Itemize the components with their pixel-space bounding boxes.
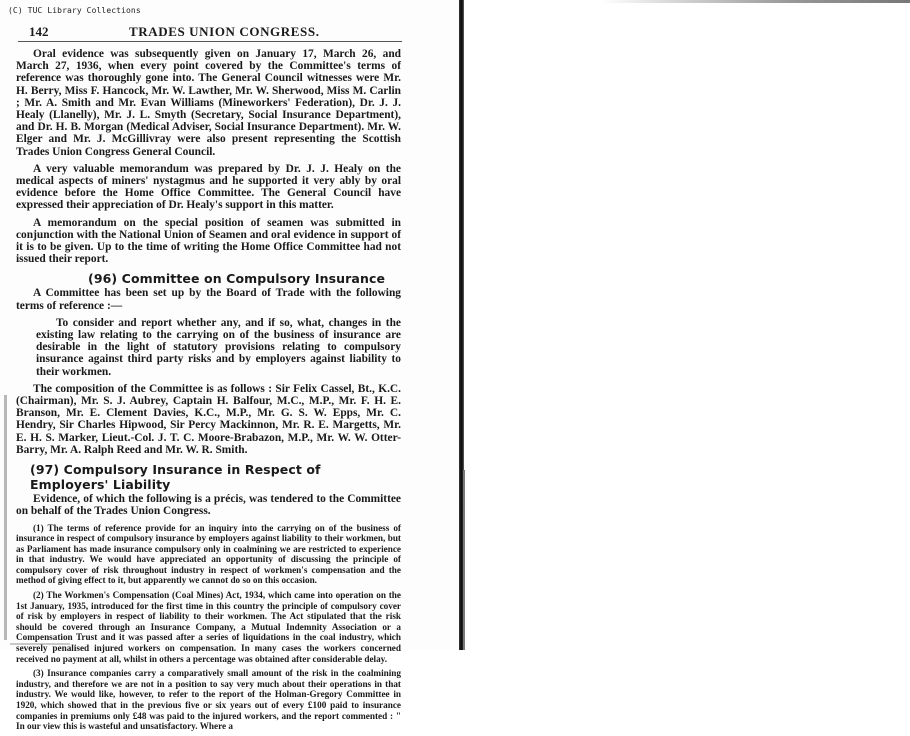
section-97-intro: Evidence, of which the following is a précis, was tendered to the Committee on behalf of the Trades Union Congress. bbox=[16, 493, 401, 518]
copyright-watermark: (C) TUC Library Collections bbox=[8, 6, 141, 15]
committee-composition: The composition of the Committee is as follows : Sir Felix Cassel, Bt., K.C. (Chairman), Mr. S. J. Aubrey, Captain H. Balfour, M.C., M.P., Mr. F. H. E. Branson, Mr. E. Clement Davies, K.C., M.P., Mr. G. S. W. Epps, Mr. C. Hendry, Sir Charles Hipwood, Sir Percy Mackinnon, Mr. R. E. Margetts, Mr. E. H. S. Marker, Lieut.-Col. J. T. C. Moore-Brabazon, M.P., Mr. W. W. Otter-Barry, Mr. A. Ralph Reed and Mr. W. R. Smith. bbox=[16, 382, 401, 456]
running-head bbox=[29, 24, 401, 40]
section-96-intro: A Committee has been set up by the Board of Trade with the following terms of reference :— bbox=[16, 287, 401, 312]
paragraph-seamen-memorandum: A memorandum on the special position of seamen was submitted in conjunction with the National Union of Seamen and oral evidence in support of it is to be given. Up to the time of writing the Home Office Committee had not issued their report. bbox=[16, 216, 401, 266]
page-body bbox=[16, 48, 401, 736]
page-edge-shadow bbox=[4, 395, 7, 640]
terms-of-reference-quote: To consider and report whether any, and if so, what, changes in the existing law relating to the carrying on of the business of insurance are desirable in the light of statutory provisions relating to compulsory insurance against third party risks and by employers against liability to their workmen. bbox=[36, 316, 401, 378]
precis-point-3: (3) Insurance companies carry a comparatively small amount of the risk in the coalmining industry, and therefore we are not in a position to say very much about their operations in that industry. We would like, however, to refer to the report of the Holman-Gregory Committee in 1920, which showed that in the previous five or six years out of every £100 paid to insurance companies in premiums only £48 was paid to the injured workers, and the report commented : " In our view this is wasteful and unsatisfactory. Where a bbox=[16, 668, 401, 732]
section-96-heading: (96) Committee on Compulsory Insurance bbox=[88, 271, 386, 287]
right-page-top-shadow bbox=[600, 0, 910, 3]
paragraph-healy-memorandum: A very valuable memorandum was prepared by Dr. J. J. Healy on the medical aspects of miners' nystagmus and he supported it very ably by oral evidence before the Home Office Committee. The General Council have expressed their appreciation of Dr. Healy's support in this matter. bbox=[16, 162, 401, 212]
precis-point-1: (1) The terms of reference provide for an inquiry into the carrying on of the business of insurance in respect of compulsory insurance by employers against liability to their workmen, but as Parliament has made insurance compulsory only in coalmining we are restricted to experience in that industry. We would have appreciated an opportunity of discussing the principle of compulsory cover of risk throughout industry in respect of workmen's compensation and the method of giving effect to it, but apparently we cannot do so on this occasion. bbox=[16, 522, 401, 586]
book-spine-gutter-lower bbox=[463, 470, 465, 650]
running-title: TRADES UNION CONGRESS. bbox=[129, 24, 320, 39]
section-97-heading: (97) Compulsory Insurance in Respect of Employers' Liability bbox=[30, 462, 321, 493]
paragraph-oral-evidence: Oral evidence was subsequently given on January 17, March 26, and March 27, 1936, when every point covered by the Committee's terms of reference was thoroughly gone into. The General Council witnesses were Mr. H. Berry, Miss F. Hancock, Mr. W. Lawther, Mr. W. Sherwood, Miss M. Carlin ; Mr. A. Smith and Mr. Evan Williams (Mineworkers' Federation), Dr. J. J. Healy (Llanelly), Mr. J. L. Smyth (Secretary, Social Insurance Department), and Dr. H. B. Morgan (Medical Adviser, Social Insurance Department). Mr. W. Elger and Mr. J. McGillivray were also present representing the Scottish Trades Union Congress General Council. bbox=[16, 48, 401, 158]
header-rule bbox=[18, 41, 402, 42]
right-page-blank bbox=[465, 0, 910, 650]
page-number: 142 bbox=[29, 24, 49, 39]
precis-point-2: (2) The Workmen's Compensation (Coal Mines) Act, 1934, which came into operation on the 1st January, 1935, introduced for the first time in this country the principle of compulsory cover of risk by employers in respect of liability to their workmen. The Act stipulated that the risk should be covered through an Insurance Company, a Mutual Indemnity Association or a Compensation Trust and it was passed after a series of liquidations in the coal industry, which severely penalised injured workers on compensation. In many cases the workers concerned received no payment at all, whilst in others a percentage was obtained after considerable delay. bbox=[16, 590, 401, 664]
